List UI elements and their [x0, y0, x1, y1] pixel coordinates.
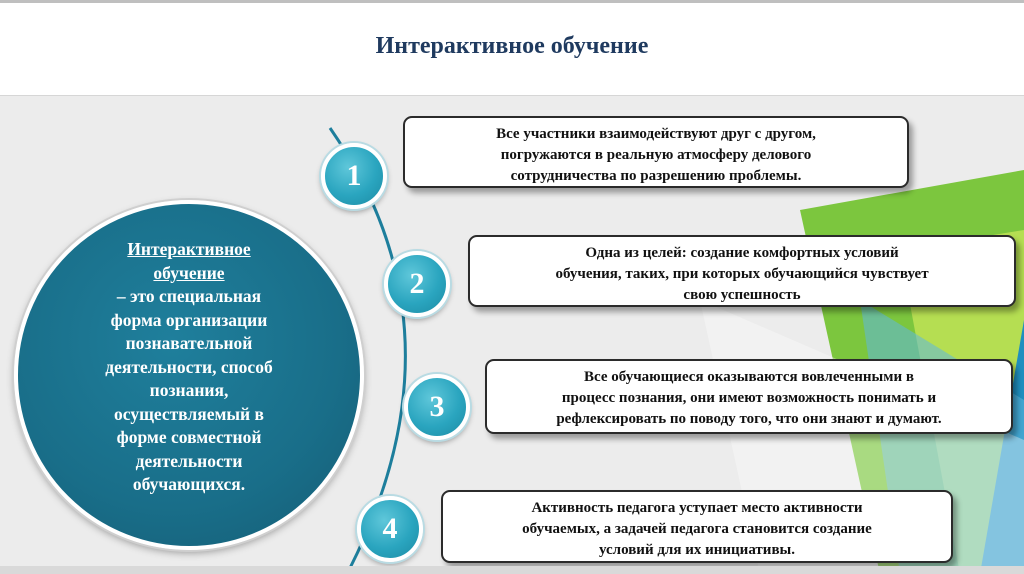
definition-line: деятельности: [135, 450, 243, 471]
footer-bar: [0, 566, 1024, 574]
definition-line: познавательной: [125, 333, 253, 353]
point-3-line: Все обучающиеся оказываются вовлеченными в: [584, 369, 914, 385]
point-box-4: [441, 490, 953, 563]
definition-term-line-1: Интерактивное: [127, 239, 251, 259]
point-4-line: Активность педагога уступает место активности: [531, 500, 863, 516]
number-circle-3: 3: [404, 374, 470, 440]
point-1-line: сотрудничества по разрешению проблемы.: [510, 168, 802, 184]
point-box-2: [468, 235, 1016, 307]
header-bar: [0, 0, 1024, 96]
number-circle-4: 4: [357, 496, 423, 562]
point-1-line: погружаются в реальную атмосферу делового: [500, 147, 812, 163]
number-circle-1: 1: [321, 143, 387, 209]
point-3-line: процесс познания, они имеют возможность понимать и: [561, 390, 937, 406]
number-circle-2: 2: [384, 251, 450, 317]
point-4-line: обучаемых, а задачей педагога становится создание: [522, 521, 872, 537]
point-box-1: [403, 116, 909, 188]
point-3-line: рефлексировать по поводу того, что они знают и думают.: [556, 411, 942, 427]
definition-line: осуществляемый в: [114, 403, 264, 424]
definition-line: форме совместной: [116, 427, 262, 447]
definition-line: познания,: [149, 380, 229, 400]
point-4-line: условий для их инициативы.: [598, 542, 796, 558]
point-2-line: обучения, таких, при которых обучающийся чувствует: [555, 266, 929, 282]
definition-text: [58, 238, 320, 497]
definition-term-line-2: обучение: [153, 262, 225, 283]
definition-line: – это специальная: [116, 286, 262, 306]
point-2-line: свою успешность: [683, 287, 801, 303]
definition-line: форма организации: [110, 309, 268, 330]
point-box-3: [485, 359, 1013, 434]
point-1-line: Все участники взаимодействуют друг с другом,: [496, 126, 816, 142]
slide-title: Интерактивное обучение: [375, 33, 649, 59]
definition-line: деятельности, способ: [105, 356, 273, 377]
point-2-line: Одна из целей: создание комфортных условий: [585, 245, 899, 261]
definition-line: обучающихся.: [132, 474, 246, 494]
